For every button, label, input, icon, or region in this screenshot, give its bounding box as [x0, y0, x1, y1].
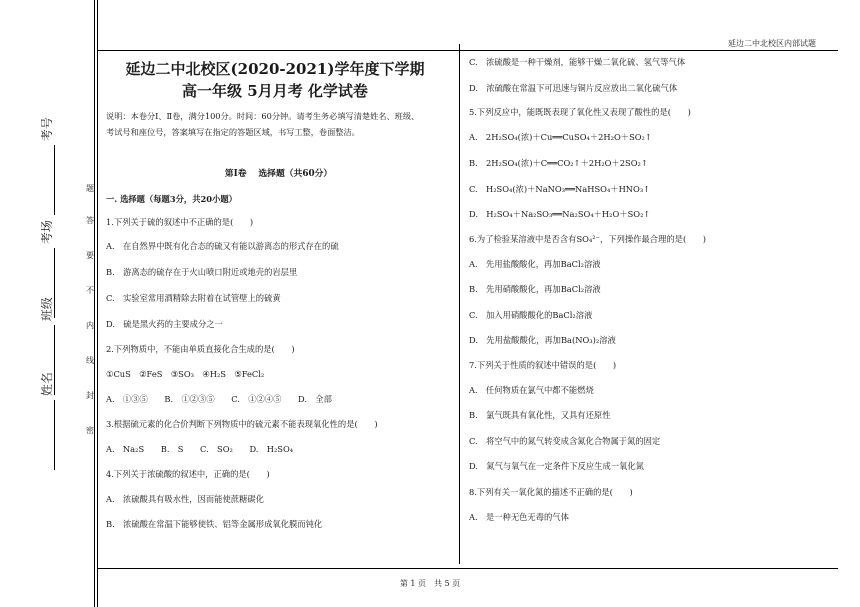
instruction-line: 说明：本卷分Ⅰ、Ⅱ卷，满分100分。时间：60分钟。请考生务必填写清楚姓名、班级、: [106, 111, 420, 121]
q7-option-b: B. 氯气既具有氧化性，又具有还原性: [469, 410, 611, 420]
header-rule: [98, 50, 838, 51]
exam-number-label: 考号: [40, 117, 54, 142]
seal-char: 线: [86, 356, 94, 365]
question-1: 1.下列关于硫的叙述中不正确的是( ): [106, 217, 254, 227]
footer-rule: [98, 568, 838, 569]
question-2: 2.下列物质中，不能由单质直接化合生成的是( ): [106, 344, 295, 354]
seal-char: 要: [86, 251, 94, 260]
q4-option-d: D. 浓硫酸在常温下可迅速与铜片反应放出二氧化硫气体: [469, 83, 678, 93]
q1-option-c: C. 实验室常用酒精除去附着在试管壁上的硫黄: [106, 293, 281, 303]
q8-option-a: A. 是一种无色无毒的气体: [469, 512, 569, 522]
class-label: 班级: [40, 297, 54, 322]
question-6: 6.为了检验某溶液中是否含有SO₄²⁻，下列操作最合理的是( ): [469, 234, 707, 244]
question-4: 4.下列关于浓硫酸的叙述中，正确的是( ): [106, 469, 270, 479]
seal-char: 答: [86, 216, 94, 225]
q7-option-d: D. 氮气与氧气在一定条件下反应生成一氧化氮: [469, 461, 644, 471]
question-8: 8.下列有关一氧化氮的描述不正确的是( ): [469, 487, 633, 497]
q5-option-d: D. H₂SO₄＋Na₂SO₃══Na₂SO₄＋H₂O＋SO₂↑: [469, 209, 651, 219]
exam-title-line2: 高一年级 5月月考 化学试卷: [182, 82, 368, 100]
exam-room-label: 考场: [40, 220, 54, 245]
name-label: 姓名: [40, 372, 54, 397]
q4-option-a: A. 浓硫酸具有吸水性，因而能使蔗糖碳化: [106, 494, 264, 504]
q2-options: A. ①③⑤ B. ①②③⑤ C. ①②④⑤ D. 全部: [106, 394, 332, 404]
binding-border-line-right: [97, 0, 98, 607]
q3-options: A. Na₂S B. S C. SO₂ D. H₂SO₄: [106, 444, 294, 454]
q1-option-b: B. 游离态的硫存在于火山喷口附近或地壳的岩层里: [106, 267, 298, 277]
header-note: 延边二中北校区内部试题: [728, 39, 816, 48]
instruction-line: 考试号和座位号，答案填写在指定的答题区域，书写工整，卷面整洁。: [106, 127, 360, 137]
part-title: 一. 选择题（每题3分，共20小题）: [106, 194, 237, 204]
seal-char: 不: [86, 286, 94, 295]
q4-option-c: C. 浓硫酸是一种干燥剂，能够干燥二氧化硫、氢气等气体: [469, 57, 686, 67]
exam-number-field[interactable]: [38, 117, 55, 215]
question-7: 7.下列关于性质的叙述中错误的是( ): [469, 360, 617, 370]
q5-option-b: B. 2H₂SO₄(浓)＋C══CO₂↑＋2H₂O＋2SO₂↑: [469, 158, 648, 168]
q1-option-d: D. 硫是黑火药的主要成分之一: [106, 319, 223, 329]
q6-option-a: A. 先用盐酸酸化，再加BaCl₂溶液: [469, 259, 601, 269]
q6-option-d: D. 先用盐酸酸化，再加Ba(NO₃)₂溶液: [469, 335, 616, 345]
seal-char: 封: [86, 391, 94, 400]
q5-option-a: A. 2H₂SO₄(浓)＋Cu══CuSO₄＋2H₂O＋SO₂↑: [469, 132, 652, 142]
name-underline: [44, 400, 55, 470]
binding-border-line-left: [94, 0, 95, 607]
question-3: 3.根据硫元素的化合价判断下列物质中的硫元素不能表现氧化性的是( ): [106, 419, 378, 429]
q1-option-a: A. 在自然界中既有化合态的硫又有能以游离态的形式存在的硫: [106, 241, 339, 251]
seal-char: 密: [86, 426, 94, 435]
q5-option-c: C. H₂SO₄(浓)＋NaNO₃══NaHSO₄＋HNO₃↑: [469, 184, 651, 194]
q7-option-a: A. 任何物质在氯气中都不能燃烧: [469, 385, 594, 395]
exam-title-line1: 延边二中北校区(2020-2021)学年度下学期: [125, 60, 425, 78]
exam-number-underline: [44, 145, 55, 215]
q6-option-b: B. 先用硝酸酸化，再加BaCl₂溶液: [469, 284, 601, 294]
q4-option-b: B. 浓硫酸在常温下能够使铁、铝等金属形成氧化膜而钝化: [106, 519, 323, 529]
q6-option-c: C. 加入用硝酸酸化的BaCl₂溶液: [469, 310, 593, 320]
q7-option-c: C. 将空气中的氮气转变成含氮化合物属于氮的固定: [469, 436, 661, 446]
page-number: 第 1 页 共 5 页: [399, 579, 461, 588]
q2-items: ①CuS ②FeS ③SO₃ ④H₂S ⑤FeCl₂: [106, 369, 265, 379]
seal-char: 内: [86, 321, 94, 330]
seal-char: 题: [86, 184, 94, 193]
question-5: 5.下列反应中，能既既表现了氧化性又表现了酸性的是( ): [469, 107, 691, 117]
name-field[interactable]: [38, 372, 55, 470]
section-title: 第Ⅰ卷 选择题（共60分）: [224, 169, 333, 179]
column-divider: [459, 44, 460, 564]
instructions: [106, 108, 451, 140]
